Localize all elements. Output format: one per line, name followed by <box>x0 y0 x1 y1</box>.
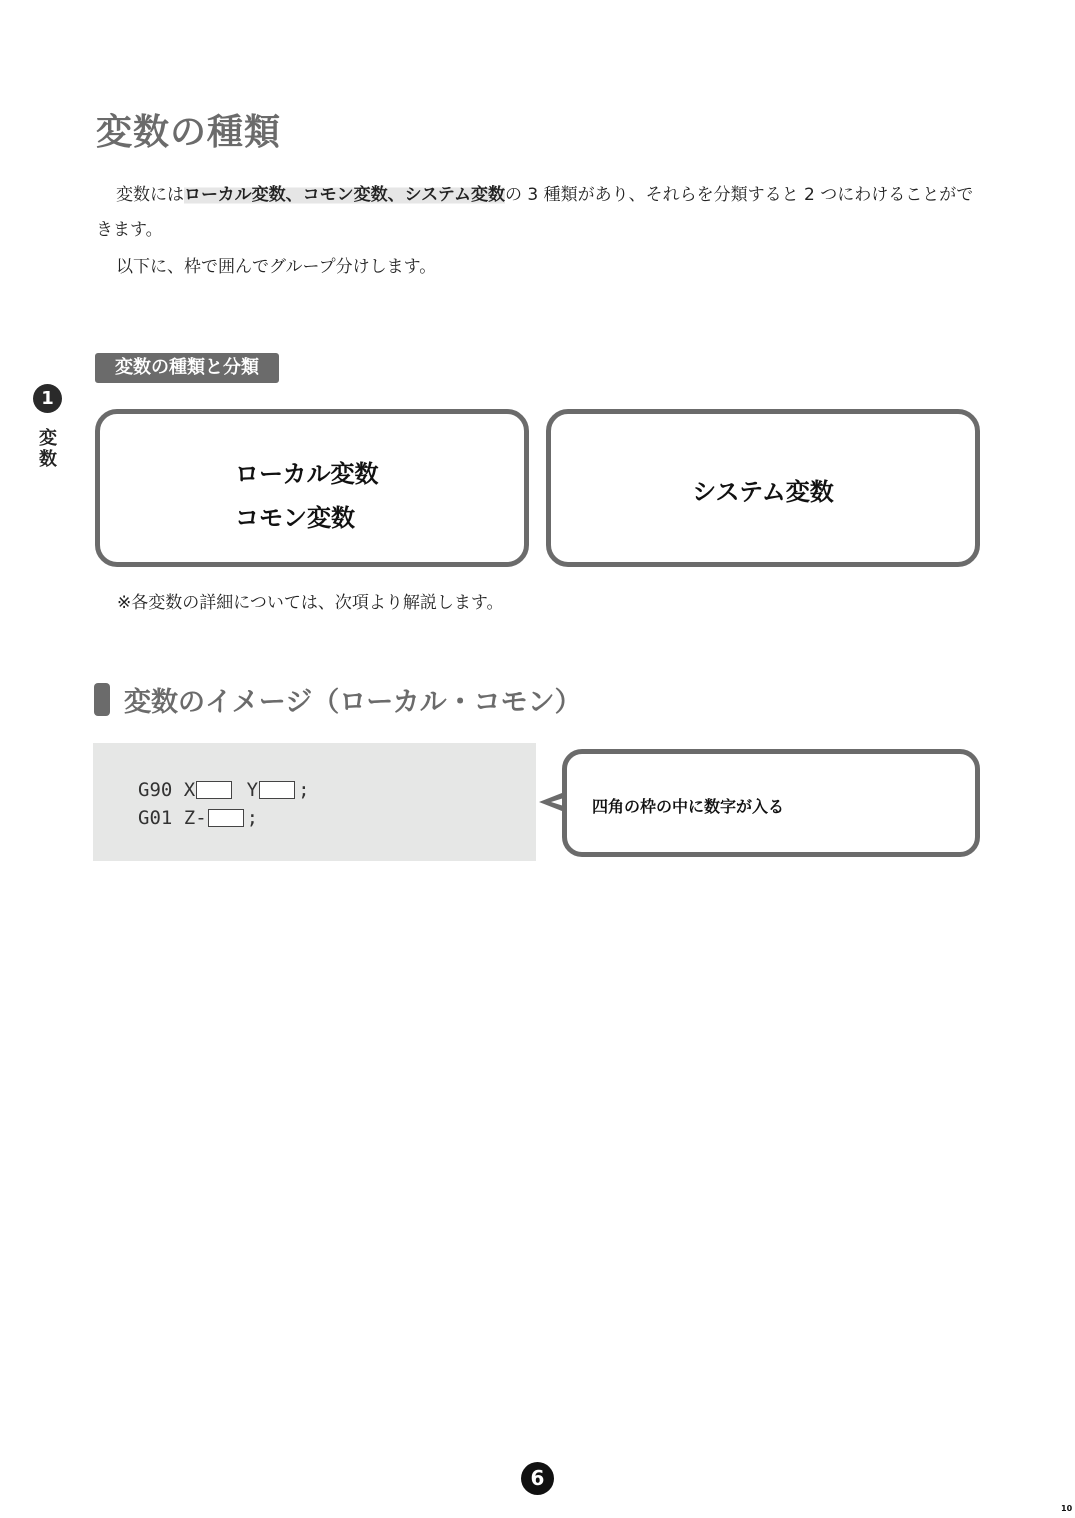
intro-highlight: ローカル変数、コモン変数、システム変数 <box>184 185 505 205</box>
code-line-2-part-1: G01 Z- <box>138 807 207 829</box>
intro-line-2: 以下に、枠で囲んでグループ分けします。 <box>116 257 437 277</box>
common-variable-label: コモン変数 <box>235 504 355 532</box>
local-common-box <box>95 409 529 567</box>
section-title: 変数のイメージ（ローカル・コモン） <box>124 687 582 718</box>
section-marker <box>94 683 110 716</box>
intro-prefix: 変数には <box>116 185 184 205</box>
value-slot <box>208 809 244 827</box>
code-block <box>138 776 310 832</box>
page-number-badge: 6 <box>521 1462 554 1495</box>
code-example <box>93 743 536 861</box>
system-variable-label: システム変数 <box>692 478 834 506</box>
callout-bubble <box>562 749 980 857</box>
system-box <box>546 409 980 567</box>
page-title: 変数の種類 <box>96 112 282 153</box>
classification-label: 変数の種類と分類 <box>95 353 279 383</box>
value-slot <box>259 781 295 799</box>
intro-suffix: の 3 種類があり、それらを分類すると 2 つにわけることができます。 <box>96 185 974 240</box>
chapter-label: 変数 <box>39 428 57 470</box>
code-line-2 <box>138 804 310 832</box>
value-slot <box>196 781 232 799</box>
code-line-1 <box>138 776 310 804</box>
corner-number: 10 <box>1061 1504 1073 1513</box>
callout-text: 四角の枠の中に数字が入る <box>592 797 785 816</box>
code-line-1-part-3: ; <box>298 779 310 801</box>
classification-note: ※各変数の詳細については、次項より解説します。 <box>117 593 504 613</box>
code-line-1-part-1: G90 X <box>138 779 196 801</box>
local-variable-label: ローカル変数 <box>235 460 379 488</box>
chapter-number-badge: 1 <box>33 384 62 413</box>
intro-paragraph <box>96 178 981 248</box>
code-line-2-part-2: ; <box>246 807 259 829</box>
code-line-1-part-2: Y <box>246 779 259 801</box>
